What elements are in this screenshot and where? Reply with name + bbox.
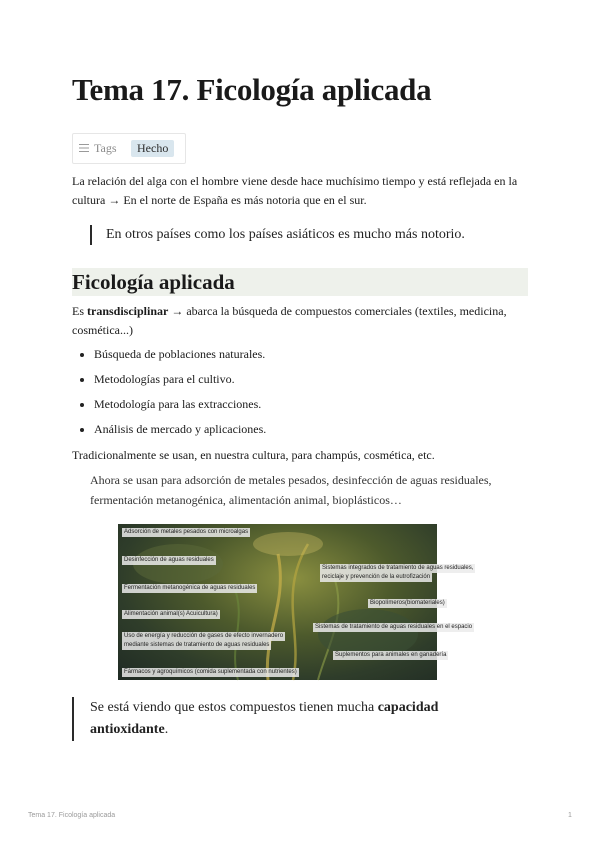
quote-suffix: . [164, 722, 169, 737]
tags-label-text: Tags [94, 141, 117, 155]
figure-label: reciclaje y prevención de la eutrofización [322, 574, 431, 580]
tag-chip[interactable]: Hecho [131, 140, 174, 157]
figure-label: Biopolímeros(biomateriales) [370, 600, 445, 606]
list-icon [79, 141, 89, 156]
tags-property-label [79, 141, 117, 156]
quote-text: Se está viendo que estos compuestos tienen mucha [90, 700, 378, 715]
figure-label: Adsorción de metales pesados con microalgas [124, 529, 249, 535]
list-item: Búsqueda de poblaciones naturales. [72, 345, 528, 370]
figure-label: Sistemas integrados de tratamiento de aguas residuales, [322, 565, 474, 571]
page-title: Tema 17. Ficología aplicada [72, 72, 432, 107]
figure-label: mediante sistemas de tratamiento de aguas residuales [124, 642, 270, 648]
section-intro-bold: transdisciplinar [87, 304, 169, 318]
section-intro-rest: → abarca la búsqueda de compuestos comerciales (textiles, medicina, cosmética...) [72, 304, 507, 337]
list-item: Metodologías para el cultivo. [72, 370, 528, 395]
seaweed-image [118, 524, 474, 680]
section-heading-text: Ficología aplicada [72, 270, 235, 294]
bullet-list [72, 345, 528, 445]
quote-text: En otros países como los países asiáticos es mucho más notorio. [106, 227, 465, 242]
list-item: Metodología para las extracciones. [72, 395, 528, 420]
section-heading [72, 268, 528, 296]
figure-label: Alimentación animal(s) Acuicultura) [124, 611, 218, 617]
quote-block [90, 225, 465, 245]
figure-label: Fermentación metanogénica de aguas residuales [124, 585, 256, 591]
footer-title: Tema 17. Ficología aplicada [28, 812, 116, 819]
tags-property [72, 133, 186, 164]
figure-label: Suplementos para animales en ganadería [335, 652, 447, 658]
traditional-paragraph: Tradicionalmente se usan, en nuestra cultura, para champús, cosmética, etc. [72, 448, 435, 462]
figure-label: Desinfección de aguas residuales [124, 557, 214, 563]
figure-label: Uso de energía y reducción de gases de efecto invernadero [124, 633, 284, 639]
list-item: Análisis de mercado y aplicaciones. [72, 420, 528, 445]
figure-label: Sistemas de tratamiento de aguas residuales en el espacio [315, 624, 473, 630]
intro-paragraph: La relación del alga con el hombre viene desde hace muchísimo tiempo y está reflejada en la cultura → En el norte de España es más notoria que en el sur. [72, 174, 518, 207]
quote-block [72, 697, 470, 741]
indented-paragraph: Ahora se usan para adsorción de metales pesados, desinfección de aguas residuales, fermentación metanogénica, alimentación animal, bioplásticos… [90, 473, 492, 507]
page-number: 1 [568, 812, 572, 819]
quote-bold: capacidad antioxidante [90, 700, 439, 737]
figure-label: Fármacos y agroquímicos (comida suplementada con nutrientes) [124, 669, 297, 675]
section-intro [72, 302, 528, 340]
section-intro-prefix: Es [72, 304, 87, 318]
